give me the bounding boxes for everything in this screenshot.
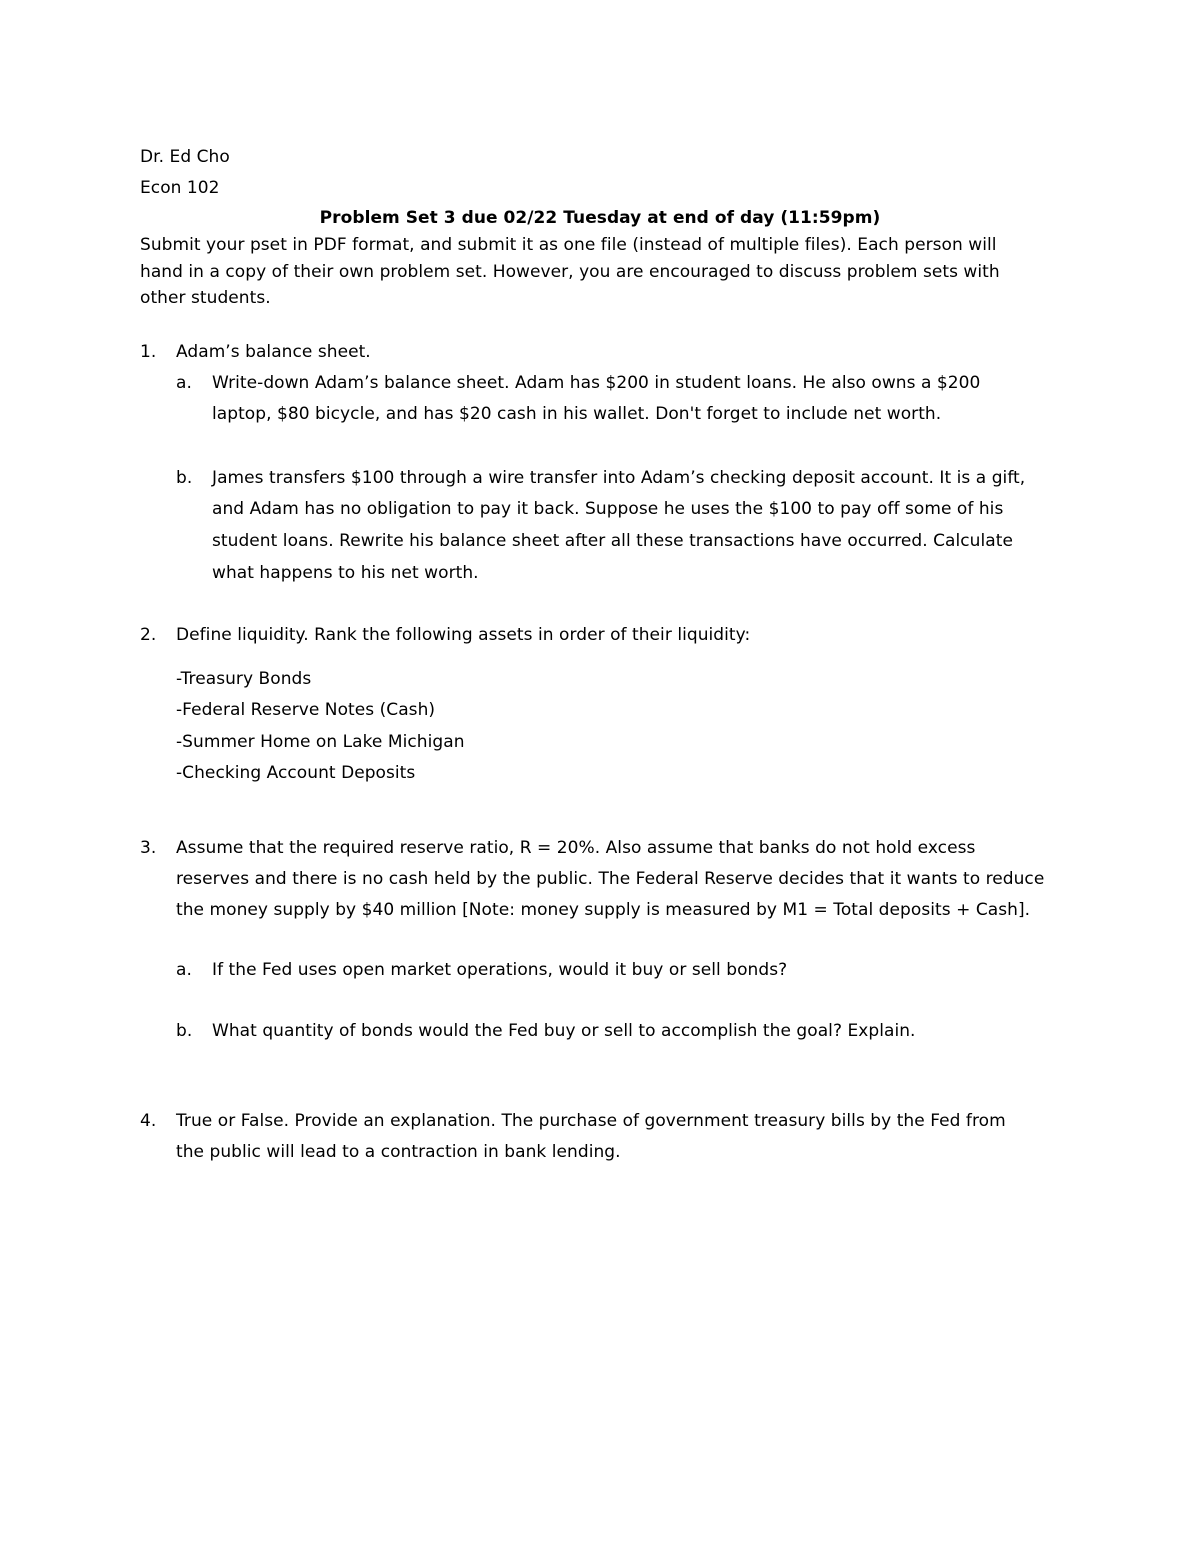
intro-line-3: other students. [140, 288, 271, 308]
author-name: Dr. Ed Cho [140, 147, 230, 167]
q1b-line-2: and Adam has no obligation to pay it back. Suppose he uses the $100 to pay off some of his [212, 499, 1004, 519]
q1b-line-3: student loans. Rewrite his balance sheet after all these transactions have occurred. Calculate [212, 531, 1013, 551]
q1b-label: b. [176, 468, 193, 488]
intro-line-2: hand in a copy of their own problem set. However, you are encouraged to discuss problem sets with [140, 262, 1000, 282]
q1a-line-1: Write-down Adam’s balance sheet. Adam has $200 in student loans. He also owns a $200 [212, 373, 981, 393]
q1a-line-2: laptop, $80 bicycle, and has $20 cash in his wallet. Don't forget to include net worth. [212, 404, 942, 424]
q3b-label: b. [176, 1021, 193, 1041]
q1-number: 1. [140, 342, 157, 362]
asset-item: -Treasury Bonds [176, 669, 312, 689]
q3-line-3: the money supply by $40 million [Note: money supply is measured by M1 = Total deposits + Cash]. [176, 900, 1031, 920]
q1a-label: a. [176, 373, 192, 393]
q1b-line-4: what happens to his net worth. [212, 563, 479, 583]
course-name: Econ 102 [140, 178, 220, 198]
q3-number: 3. [140, 838, 157, 858]
q3a-label: a. [176, 960, 192, 980]
q4-line-1: True or False. Provide an explanation. The purchase of government treasury bills by the Fed from [176, 1111, 1006, 1131]
q2-text: Define liquidity. Rank the following assets in order of their liquidity: [176, 625, 751, 645]
intro-line-1: Submit your pset in PDF format, and submit it as one file (instead of multiple files). Each person will [140, 235, 997, 255]
q3a-text: If the Fed uses open market operations, would it buy or sell bonds? [212, 960, 788, 980]
page-title: Problem Set 3 due 02/22 Tuesday at end of day (11:59pm) [319, 208, 881, 228]
q3-line-2: reserves and there is no cash held by the public. The Federal Reserve decides that it wants to reduce [176, 869, 1045, 889]
q3-line-1: Assume that the required reserve ratio, R = 20%. Also assume that banks do not hold excess [176, 838, 976, 858]
q3b-text: What quantity of bonds would the Fed buy or sell to accomplish the goal? Explain. [212, 1021, 916, 1041]
q4-line-2: the public will lead to a contraction in bank lending. [176, 1142, 621, 1162]
q2-number: 2. [140, 625, 157, 645]
q1-text: Adam’s balance sheet. [176, 342, 371, 362]
asset-item: -Summer Home on Lake Michigan [176, 732, 465, 752]
q1b-line-1: James transfers $100 through a wire transfer into Adam’s checking deposit account. It is a gift, [212, 468, 1026, 488]
asset-item: -Checking Account Deposits [176, 763, 416, 783]
q4-number: 4. [140, 1111, 157, 1131]
asset-item: -Federal Reserve Notes (Cash) [176, 700, 436, 720]
